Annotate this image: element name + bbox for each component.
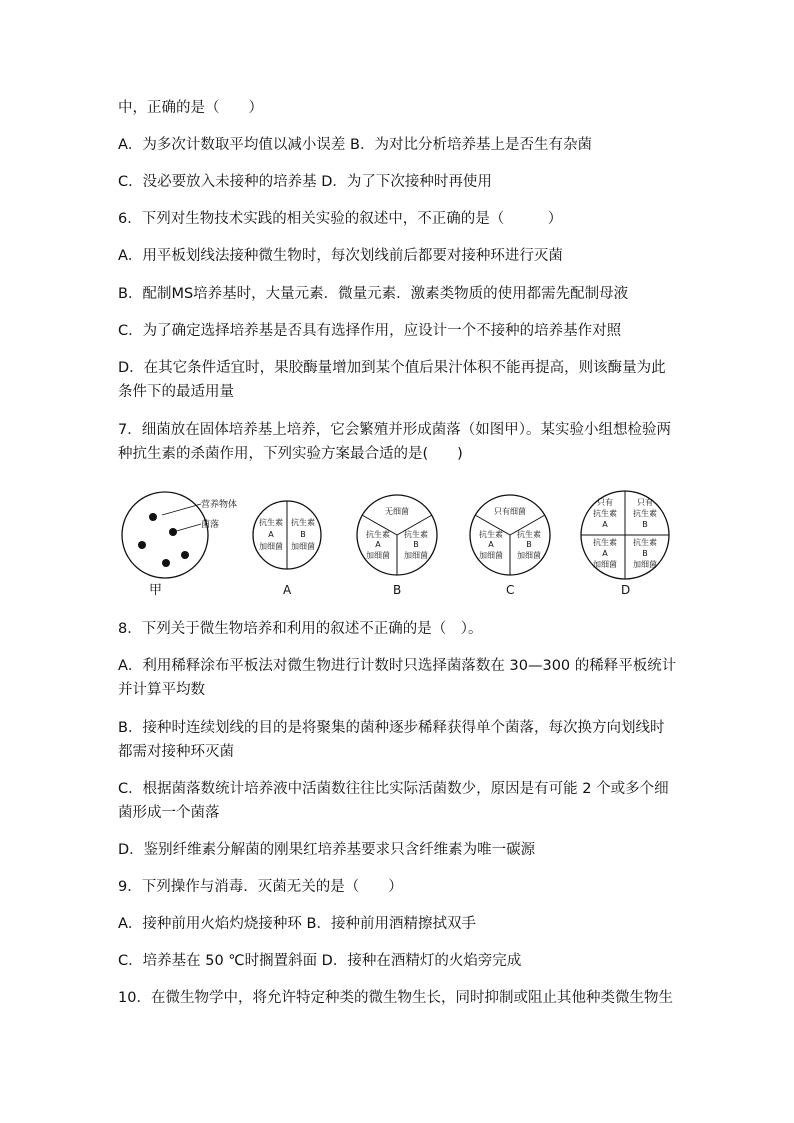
experiment-figure	[115, 490, 685, 602]
c-left-line: A	[488, 540, 494, 549]
a-right-line: B	[300, 530, 306, 539]
text-line: B．接种时连续划线的目的是将聚集的菌种逐步稀释获得单个菌落，每次换方向划线时	[118, 720, 665, 736]
c-right-line: 加细菌	[517, 551, 541, 560]
dish-c	[470, 495, 550, 597]
text-line: 种抗生素的杀菌作用，下列实验方案最合适的是( )	[118, 446, 463, 462]
a-left-line: 加细菌	[259, 542, 283, 551]
dish-d	[581, 491, 669, 597]
text-line: 并计算平均数	[118, 682, 205, 698]
dish-jia	[122, 492, 237, 598]
label-medium: 营养物体	[201, 500, 238, 510]
caption-d: D	[621, 583, 631, 597]
caption-jia: 甲	[149, 583, 163, 598]
dish-a	[253, 501, 321, 597]
text-line: 9．下列操作与消毒．灭菌无关的是（ ）	[118, 879, 403, 895]
caption-c: C	[506, 583, 515, 597]
text-line: 7．细菌放在固体培养基上培养，它会繁殖并形成菌落（如图甲）。某实验小组想检验两	[118, 422, 671, 438]
text-line: C．培养基在 50 ℃时搁置斜面 D．接种在酒精灯的火焰旁完成	[118, 953, 522, 969]
text-line: C．没必要放入未接种的培养基 D．为了下次接种时再使用	[118, 174, 492, 190]
text-line: D．在其它条件适宜时，果胶酶量增加到某个值后果汁体积不能再提高，则该酶量为此	[118, 360, 666, 376]
d-tl-line: A	[602, 520, 608, 529]
b-left-line: A	[375, 540, 381, 549]
a-left-line: A	[268, 530, 274, 539]
b-right-line: 抗生素	[404, 530, 428, 539]
d-bl-line: 加细菌	[593, 560, 617, 569]
b-top-label: 无细菌	[385, 507, 409, 516]
d-tl-line: 抗生素	[593, 509, 617, 518]
text-line: 8．下列关于微生物培养和利用的叙述不正确的是（ ）。	[118, 621, 483, 637]
d-tr-line: 只有	[637, 498, 653, 507]
text-line: A．利用稀释涂布平板法对微生物进行计数时只选择菌落数在 30—300 的稀释平板统计	[118, 658, 677, 674]
d-tr-line: B	[642, 520, 648, 529]
text-line: 中，正确的是（ ）	[118, 100, 263, 116]
text-line: A．用平板划线法接种微生物时，每次划线前后都要对接种环进行灭菌	[118, 248, 563, 264]
text-line: C．根据菌落数统计培养液中活菌数往往比实际活菌数少，原因是有可能 2 个或多个细	[118, 781, 669, 797]
a-right-line: 加细菌	[291, 542, 315, 551]
caption-b: B	[393, 583, 402, 597]
figure-svg	[115, 490, 685, 602]
a-right-line: 抗生素	[291, 518, 315, 527]
d-bl-line: 抗生素	[593, 538, 617, 547]
text-line: A．为多次计数取平均值以减小误差 B．为对比分析培养基上是否生有杂菌	[118, 137, 592, 153]
b-right-line: 加细菌	[404, 551, 428, 560]
text-line: 条件下的最适用量	[118, 384, 234, 400]
b-right-line: B	[413, 540, 419, 549]
text-line: D．鉴别纤维素分解菌的刚果红培养基要求只含纤维素为唯一碳源	[118, 842, 536, 858]
d-br-line: 加细菌	[633, 560, 657, 569]
c-right-line: 抗生素	[517, 530, 541, 539]
text-line: B．配制MS培养基时，大量元素．微量元素．激素类物质的使用都需先配制母液	[118, 286, 629, 302]
text-line: A．接种前用火焰灼烧接种环 B．接种前用酒精擦拭双手	[118, 916, 476, 932]
c-top-label: 只有细菌	[494, 507, 526, 516]
b-left-line: 加细菌	[366, 551, 390, 560]
d-br-line: B	[642, 549, 648, 558]
a-left-line: 抗生素	[259, 518, 283, 527]
d-bl-line: A	[602, 549, 608, 558]
c-right-line: B	[526, 540, 532, 549]
text-line: 菌形成一个菌落	[118, 805, 220, 821]
b-left-line: 抗生素	[366, 530, 390, 539]
dish-b	[357, 495, 437, 597]
text-line: C．为了确定选择培养基是否具有选择作用，应设计一个不接种的培养基作对照	[118, 323, 622, 339]
d-br-line: 抗生素	[633, 538, 657, 547]
caption-a: A	[283, 583, 292, 597]
text-line: 10．在微生物学中，将允许特定种类的微生物生长，同时抑制或阻止其他种类微生物生	[118, 990, 673, 1006]
c-left-line: 抗生素	[479, 530, 503, 539]
c-left-line: 加细菌	[479, 551, 503, 560]
text-line: 6．下列对生物技术实践的相关实验的叙述中，不正确的是（ ）	[118, 211, 563, 227]
label-colony: 菌落	[201, 520, 220, 530]
d-tr-line: 抗生素	[633, 509, 657, 518]
d-tl-line: 只有	[597, 498, 613, 507]
text-line: 都需对接种环灭菌	[118, 744, 234, 760]
